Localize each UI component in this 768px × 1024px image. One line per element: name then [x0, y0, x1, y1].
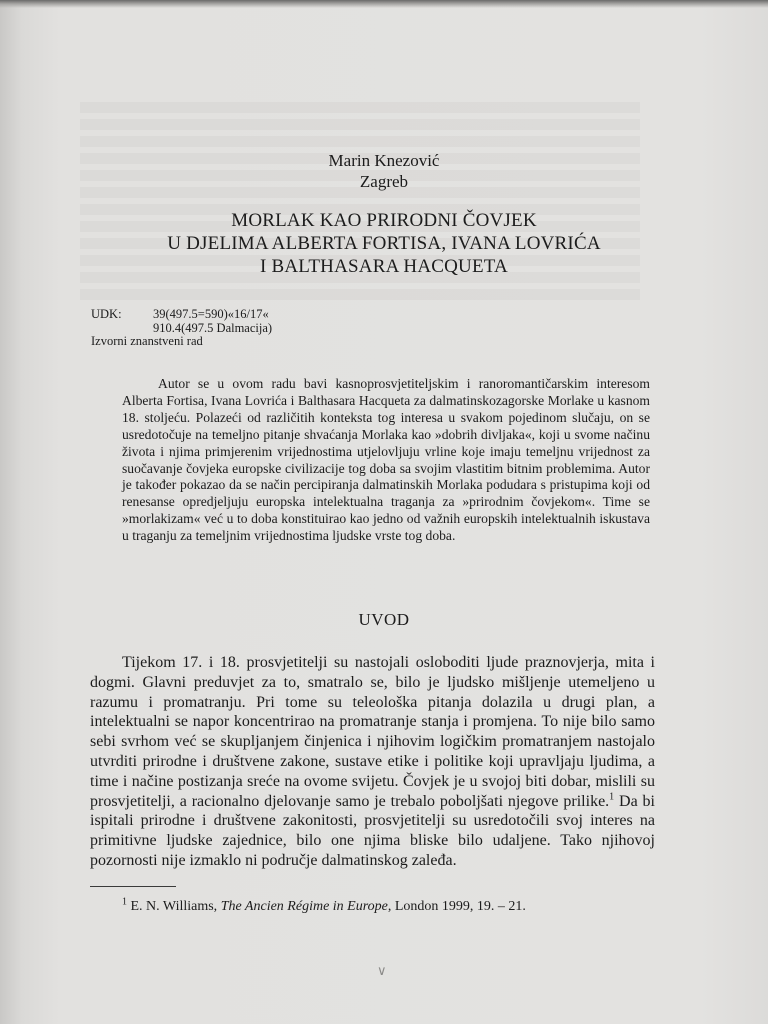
scan-edge	[0, 0, 768, 8]
body-paragraph	[90, 653, 655, 871]
abstract-text: Autor se u ovom radu bavi kasnoprosvjetiteljskim i ranoromantičarskim interesom Alberta Fortisa, Ivana Lovrića i Balthasara Hacqueta za dalmatinskozagorske Morlake u kasnom 18. stoljeću. Polazeći od različitih konteksta tog interesa u svakom pojedinom slučaju, on se usredotočuje na temeljno pitanje shvaćanja Morlaka kao »dobrih divljaka«, koji u svome načinu života i njima primjerenim vrijednostima utjelovljuju vrline koje imaju temeljnu vrijednost za suočavanje čovjeka europske civilizacije tog doba sa svojim vlastitim bitnim problemima. Autor je također pokazao da se način percipiranja dalmatinskih Morlaka podudara s pristupima koji od renesanse opredjeljuju europska intelektualna traganja za »prirodnim čovjekom«. Time se »morlakizam« već u to doba konstituirao kao jedno od važnih europskih intelektualnih iskustava u traganju za temeljnim vrijednostima ljudske vrste tog doba.	[122, 376, 650, 544]
author-name: Marin Knezović	[328, 151, 440, 170]
body-text-part-2: Da bi ispitali prirodne i društvene zakonitosti, prosvjetitelji su usredotočili svoj interes na primitivne ljudske zajednice, bilo one njima bliske bilo udaljene. Tako njihovoj pozornosti nije izmaklo ni područje dalmatinskog zaleđa.	[90, 792, 655, 869]
footnote-details: , London 1999, 19. – 21.	[387, 899, 526, 914]
udk-code-2: 910.4(497.5 Dalmacija)	[153, 320, 273, 335]
section-heading: UVOD	[358, 610, 410, 629]
article-type: Izvorni znanstveni rad	[91, 334, 203, 348]
author-city: Zagreb	[359, 172, 409, 191]
footnote	[122, 896, 526, 915]
footnote-number: 1	[122, 896, 127, 908]
body-text	[90, 653, 655, 871]
udk-code-1: 39(497.5=590)«16/17«	[153, 307, 269, 321]
footnote-author: E. N. Williams,	[130, 899, 218, 914]
udk-block	[91, 308, 272, 349]
footnote-reference: 1	[609, 791, 615, 803]
article-title	[0, 209, 768, 278]
body-text-part-1: Tijekom 17. i 18. prosvjetitelji su nastojali osloboditi ljude praznovjerja, mita i dogmi. Glavni preduvjet za to, smatralo se, bilo je ljudsko mišljenje utemeljeno u razumu i promatranju. Pri tome su teleološka pitanja dolazila u drugi plan, a intelektualni se napor koncentrirao na promatranje stanja i promjena. To nije bilo samo sebi svrhom već se skupljanjem činjenica i njihovim logičkim promatranjem nastojalo utvrditi prirodne i društvene zakone, sustave etike i politike koji upravljaju ljudima, a time i načine postizanja sreće na ovome svijetu. Čovjek je u svojoj biti dobar, mislili su prosvjetitelji, a racionalno djelovanje samo je trebalo poboljšati njegove prilike.	[90, 654, 655, 810]
udk-label: UDK:	[91, 307, 122, 321]
page-mark: ∨	[377, 963, 387, 978]
footnote-divider	[90, 886, 176, 887]
abstract	[122, 376, 650, 545]
footnote-book-title: The Ancien Régime in Europe	[220, 899, 388, 914]
title-line-2: U DJELIMA ALBERTA FORTISA, IVANA LOVRIĆA	[167, 233, 601, 254]
title-line-1: MORLAK KAO PRIRODNI ČOVJEK	[231, 210, 537, 231]
title-line-3: I BALTHASARA HACQUETA	[260, 256, 508, 277]
